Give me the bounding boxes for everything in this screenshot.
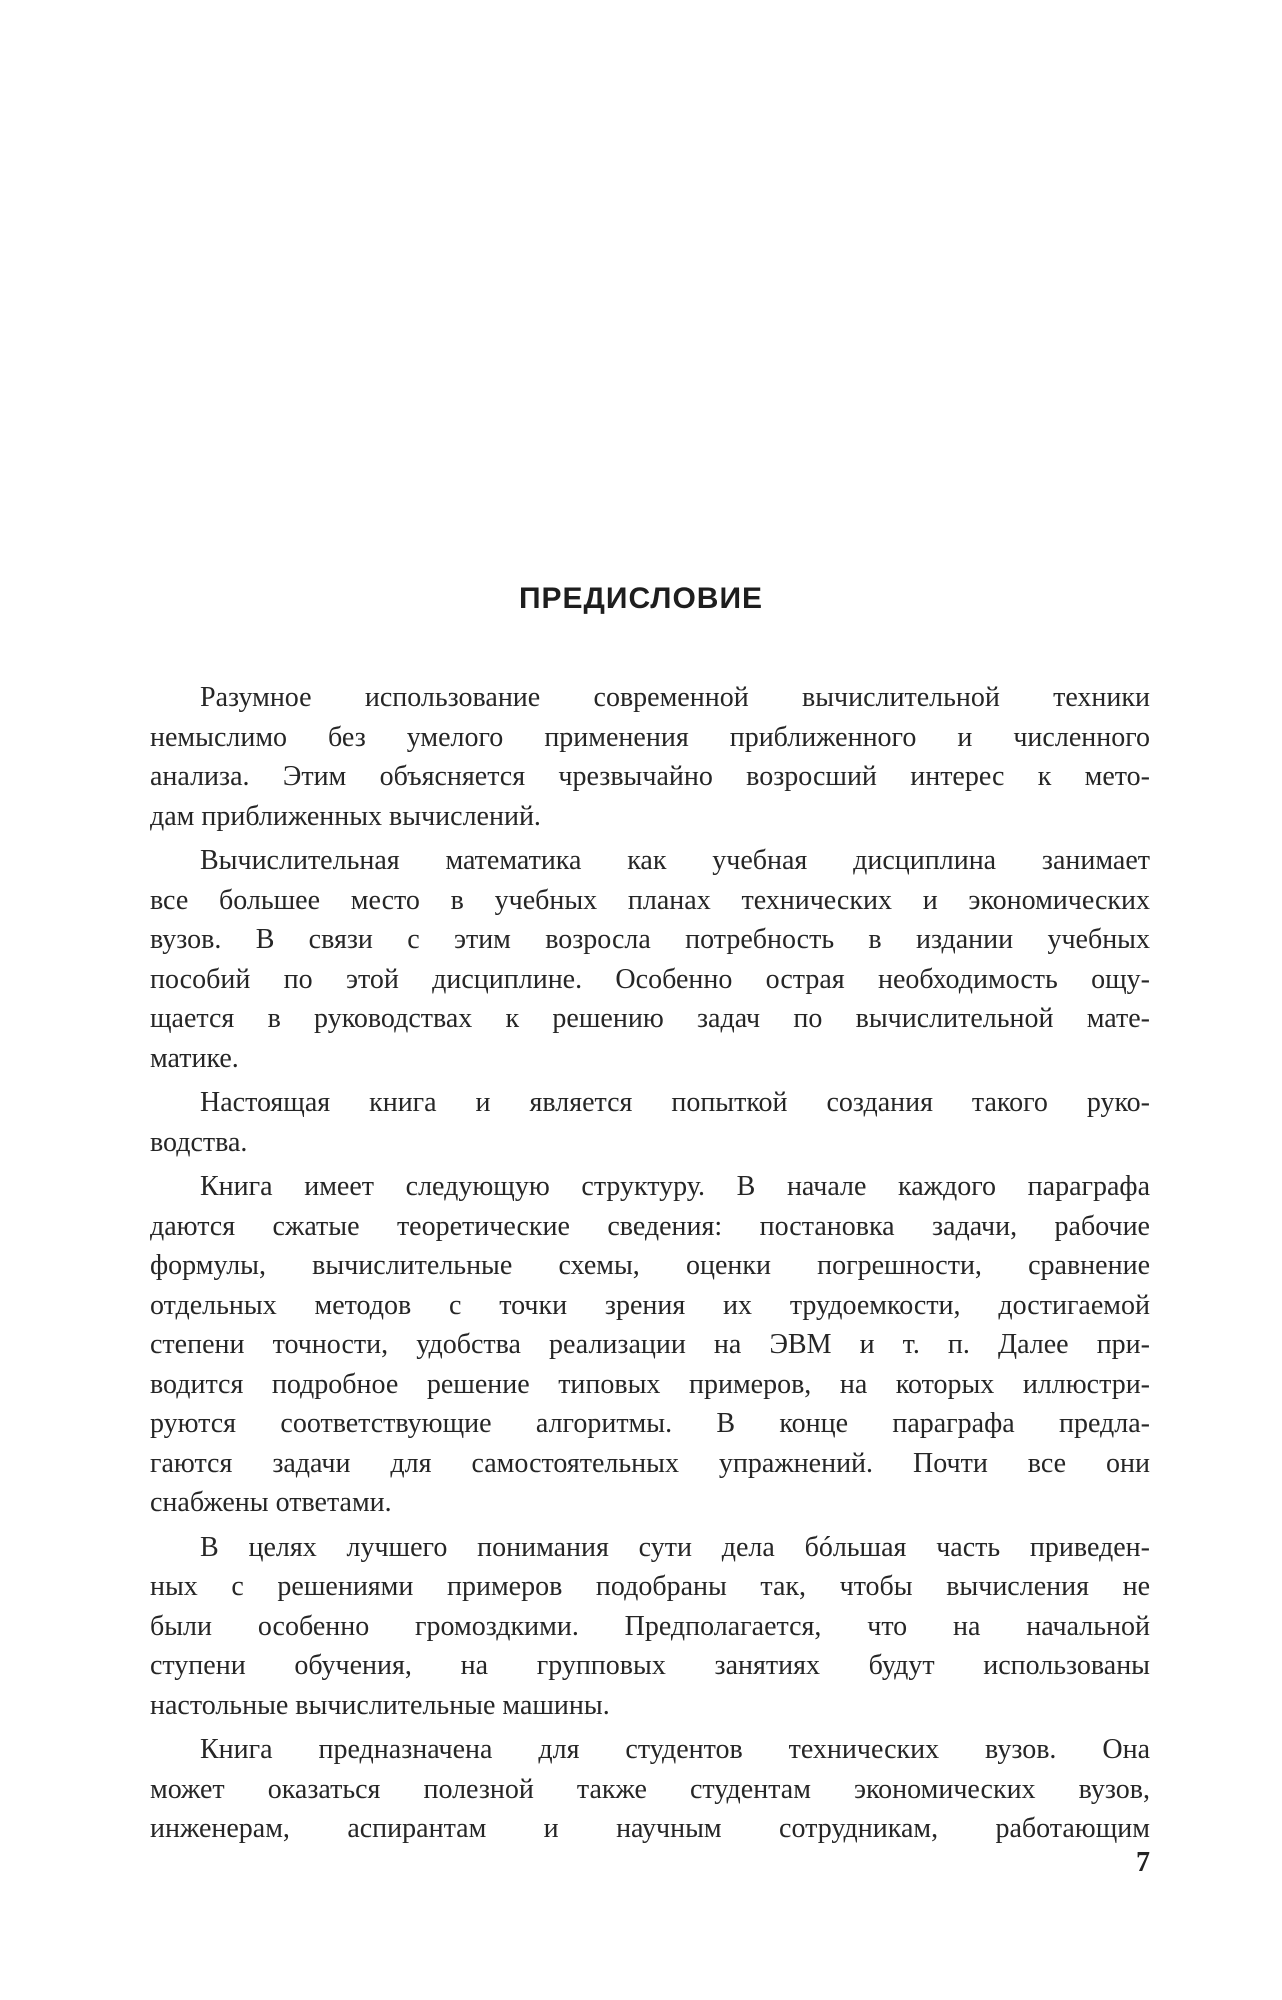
preface-body (150, 678, 1150, 1849)
text-line: снабжены ответами. (150, 1487, 392, 1518)
paragraph (150, 1528, 1150, 1726)
text-line: ступени обучения, на групповых занятиях будут использованы (150, 1650, 1150, 1681)
text-line: щается в руководствах к решению задач по вычислительной мате- (150, 1003, 1150, 1034)
text-line: степени точности, удобства реализации на ЭВМ и т. п. Далее при- (150, 1329, 1150, 1360)
text-line: Книга имеет следующую структуру. В начале каждого параграфа (200, 1171, 1150, 1202)
page-heading: ПРЕДИСЛОВИЕ (518, 582, 764, 615)
text-line: Книга предназначена для студентов технических вузов. Она (200, 1734, 1150, 1765)
paragraph (150, 678, 1150, 836)
text-line: все большее место в учебных планах технических и экономических (150, 884, 1150, 916)
text-line: матике. (150, 1042, 239, 1074)
text-line: настольные вычислительные машины. (150, 1689, 610, 1721)
text-line: были особенно громоздкими. Предполагается, что на начальной (150, 1610, 1150, 1642)
text-line: В целях лучшего понимания сути дела бóльшая часть приведен- (200, 1531, 1150, 1563)
text-line: даются сжатые теоретические сведения: постановка задачи, рабочие (150, 1210, 1150, 1242)
paragraph (150, 1083, 1150, 1162)
text-line: руются соответствующие алгоритмы. В конце параграфа предла- (150, 1408, 1150, 1439)
page-number: 7 (1136, 1847, 1150, 1878)
text-line: пособий по этой дисциплине. Особенно острая необходимость ощу- (150, 963, 1150, 995)
text-line: немыслимо без умелого применения приближенного и численного (150, 721, 1150, 753)
text-line: формулы, вычислительные схемы, оценки погрешности, сравнение (150, 1250, 1150, 1281)
text-line: может оказаться полезной также студентам экономических вузов, (150, 1773, 1150, 1805)
text-line: дам приближенных вычислений. (150, 800, 541, 832)
text-line: Вычислительная математика как учебная дисциплина занимает (200, 845, 1150, 876)
text-line: гаются задачи для самостоятельных упражнений. Почти все они (150, 1447, 1150, 1479)
text-line: Настоящая книга и является попыткой создания такого руко- (200, 1087, 1150, 1118)
paragraph (150, 1167, 1150, 1523)
text-line: вузов. В связи с этим возросла потребность в издании учебных (150, 924, 1150, 955)
paragraph (150, 1730, 1150, 1849)
text-line: анализа. Этим объясняется чрезвычайно возросший интерес к мето- (150, 761, 1150, 792)
text-line: водства. (150, 1126, 248, 1158)
text-line: Разумное использование современной вычислительной техники (200, 682, 1150, 713)
text-line: инженерам, аспирантам и научным сотрудникам, работающим (150, 1813, 1150, 1844)
text-line: отдельных методов с точки зрения их трудоемкости, достигаемой (150, 1289, 1150, 1321)
text-line: водится подробное решение типовых примеров, на которых иллюстри- (150, 1368, 1150, 1400)
paragraph (150, 841, 1150, 1078)
text-line: ных с решениями примеров подобраны так, чтобы вычисления не (150, 1571, 1150, 1602)
